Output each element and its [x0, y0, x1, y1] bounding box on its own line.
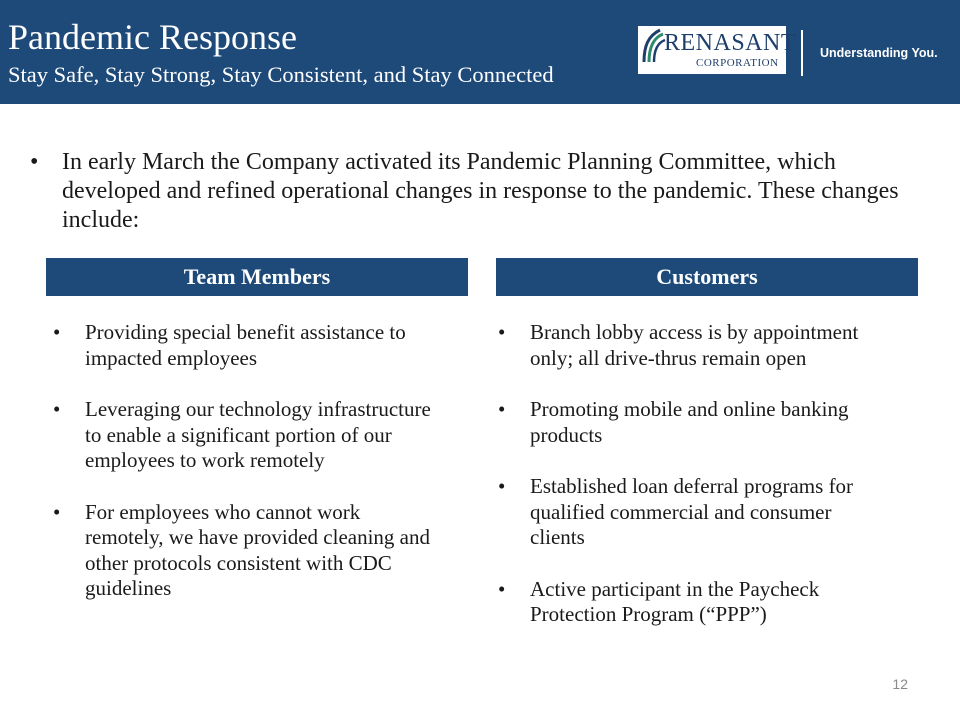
list-item	[498, 577, 888, 628]
page-number: 12	[892, 676, 908, 692]
list-item-text: For employees who cannot work remotely, we have provided cleaning and other protocols consistent with CDC guidelines	[85, 499, 431, 600]
logo-wordmark: RENASANT	[664, 30, 797, 56]
bullet-icon: •	[53, 397, 61, 421]
intro-text: In early March the Company activated its Pandemic Planning Committee, which developed and refined operational changes in response to the pandemic. These changes include:	[62, 149, 899, 233]
team-members-list	[53, 320, 443, 628]
bullet-icon: •	[498, 576, 506, 601]
bullet-icon: •	[53, 499, 61, 524]
list-item-text: Branch lobby access is by appointment only; all drive-thrus remain open	[530, 320, 859, 370]
list-item-text: Leveraging our technology infrastructure to enable a significant portion of our employees to work remotely	[85, 397, 431, 472]
header-bar	[0, 0, 960, 104]
list-item	[498, 320, 888, 371]
list-item	[53, 500, 443, 602]
list-item	[498, 474, 888, 551]
logo-divider	[801, 30, 803, 76]
list-item	[53, 397, 443, 474]
page-title: Pandemic Response	[8, 17, 297, 57]
list-item-text: Promoting mobile and online banking products	[530, 397, 849, 447]
logo-mark-icon	[640, 28, 666, 64]
list-item	[53, 320, 443, 371]
customers-list	[498, 320, 888, 654]
team-members-heading: Team Members	[46, 258, 468, 296]
bullet-icon: •	[498, 474, 506, 498]
list-item-text: Established loan deferral programs for qualified commercial and consumer clients	[530, 474, 854, 549]
customers-heading: Customers	[496, 258, 918, 296]
company-logo	[638, 26, 797, 74]
list-item-text: Providing special benefit assistance to impacted employees	[85, 320, 406, 370]
bullet-icon: •	[498, 320, 506, 344]
list-item-text: Active participant in the Paycheck Protection Program (“PPP”)	[530, 576, 820, 626]
page-subtitle: Stay Safe, Stay Strong, Stay Consistent, and Stay Connected	[8, 62, 554, 87]
bullet-icon: •	[53, 320, 61, 344]
bullet-icon: •	[30, 149, 39, 175]
list-item	[498, 397, 888, 448]
logo-corporation: CORPORATION	[696, 57, 779, 69]
intro-bullet	[30, 148, 930, 235]
tagline: Understanding You.	[820, 46, 938, 60]
bullet-icon: •	[498, 397, 506, 421]
